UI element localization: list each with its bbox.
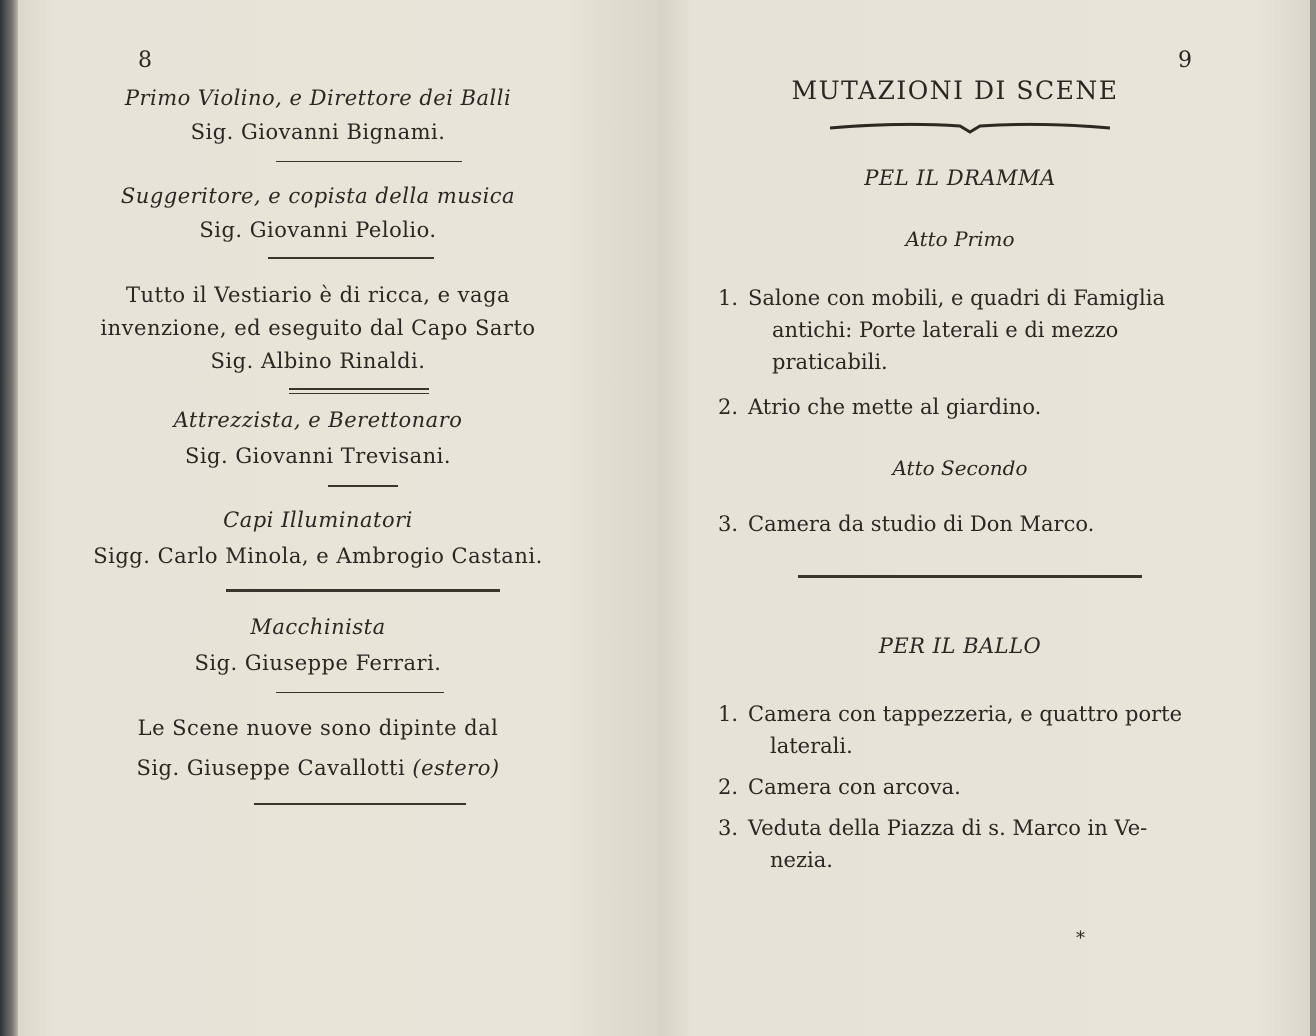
name-pelolio: Sig. Giovanni Pelolio. (199, 218, 437, 242)
name-trevisani: Sig. Giovanni Trevisani. (184, 444, 452, 468)
ornament-rule-3 (328, 485, 398, 487)
name-minola-castani: Sigg. Carlo Minola, e Ambrogio Castani. (93, 544, 543, 568)
ballo-scene-1-line-1: Camera con tappezzeria, e quattro porte (748, 702, 1183, 726)
ballo-scene-3-num: 3. (718, 816, 739, 840)
dramma-scene-2-num: 2. (718, 395, 739, 419)
dramma-scene-1-line-3: praticabili. (772, 350, 888, 374)
double-rule-top (289, 388, 429, 390)
role-macchinista: Macchinista (250, 615, 386, 639)
name-ferrari: Sig. Giuseppe Ferrari. (194, 651, 442, 675)
role-illuminatori: Capi Illuminatori (223, 508, 413, 532)
scene-note-line-2 (18, 756, 618, 780)
left-page (18, 0, 660, 1036)
book-edge-right (1310, 0, 1316, 1036)
scene-note-estero: (estero) (412, 756, 500, 780)
dramma-scene-2-line-1: Atrio che mette al giardino. (748, 395, 1042, 419)
dramma-scene-3-line-1: Camera da studio di Don Marco. (748, 512, 1095, 536)
book-edge-left (0, 0, 18, 1036)
section-ballo: PER IL BALLO (878, 634, 1042, 658)
page-number-right: 9 (1178, 48, 1192, 73)
page-title: MUTAZIONI DI SCENE (791, 76, 1119, 105)
atto-secondo: Atto Secondo (892, 456, 1028, 480)
section-dramma: PEL IL DRAMMA (864, 166, 1056, 190)
ornament-rule-6 (254, 803, 466, 805)
dramma-scene-1-line-2: antichi: Porte laterali e di mezzo (772, 318, 1119, 342)
ballo-scene-1-line-2: laterali. (770, 734, 853, 758)
scene-note-painter: Sig. Giuseppe Cavallotti (136, 756, 406, 780)
dramma-scene-1-line-1: Salone con mobili, e quadri di Famiglia (748, 286, 1165, 310)
ornament-rule-4 (226, 589, 500, 592)
ballo-scene-2-num: 2. (718, 775, 739, 799)
ballo-scene-3-line-2: nezia. (770, 848, 833, 872)
role-primo-violino: Primo Violino, e Direttore dei Balli (124, 86, 512, 110)
role-suggeritore: Suggeritore, e copista della musica (120, 184, 516, 208)
ballo-scene-2-line-1: Camera con arcova. (748, 775, 961, 799)
costume-line-1: Tutto il Vestiario è di ricca, e vaga (125, 283, 511, 307)
dramma-scene-1-num: 1. (718, 286, 739, 310)
ornament-rule-5 (276, 692, 444, 693)
double-rule-bottom (289, 393, 429, 394)
role-attrezzista: Attrezzista, e Berettonaro (173, 408, 463, 432)
atto-primo: Atto Primo (905, 227, 1015, 251)
title-ornament (830, 118, 1110, 136)
ballo-scene-1-num: 1. (718, 702, 739, 726)
ornament-rule-2 (268, 257, 434, 259)
costume-line-2: invenzione, ed eseguito dal Capo Sarto (100, 316, 536, 340)
costume-line-3: Sig. Albino Rinaldi. (210, 349, 426, 373)
ballo-scene-3-line-1: Veduta della Piazza di s. Marco in Ve- (748, 816, 1148, 840)
right-page (660, 0, 1310, 1036)
ornament-rule-1 (276, 161, 462, 162)
section-divider-rule (798, 575, 1142, 578)
scene-note-line-1: Le Scene nuove sono dipinte dal (137, 716, 499, 740)
signature-mark: * (1076, 928, 1085, 949)
page-number-left: 8 (138, 48, 152, 73)
name-bignami: Sig. Giovanni Bignami. (190, 120, 446, 144)
dramma-scene-3-num: 3. (718, 512, 739, 536)
